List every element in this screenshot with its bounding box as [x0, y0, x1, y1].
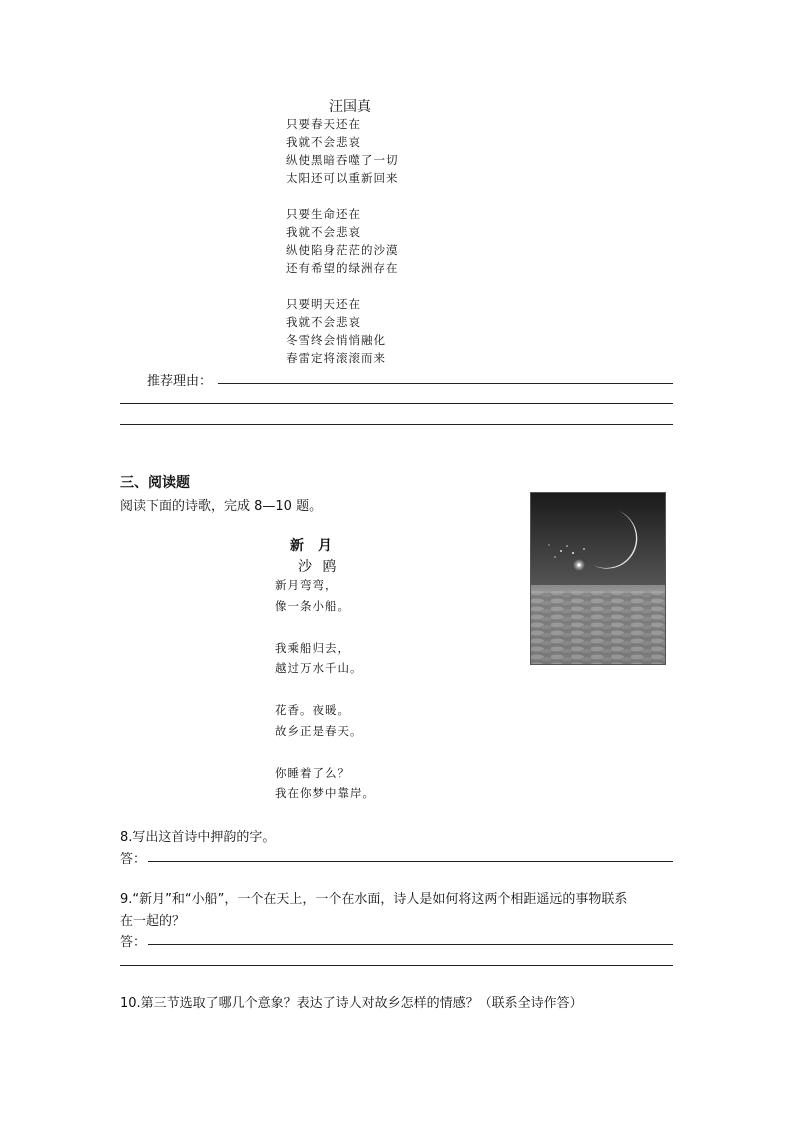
poem1-line: 只要明天还在: [286, 297, 361, 311]
poem1-line: 我就不会悲哀: [286, 315, 361, 329]
poem1-line: 只要春天还在: [286, 117, 361, 131]
poem2-line: 花香。夜暖。: [275, 703, 350, 717]
answer-line[interactable]: [120, 403, 673, 404]
poem1-line: 太阳还可以重新回来: [286, 171, 399, 185]
poem1-line: 纵使陷身茫茫的沙漠: [286, 243, 399, 257]
answer-line[interactable]: [148, 861, 673, 862]
poem2-line: 越过万水千山。: [275, 661, 363, 675]
poem1-line: 冬雪终会悄悄融化: [286, 333, 386, 347]
poem1-line: 还有希望的绿洲存在: [286, 261, 399, 275]
section-intro: 阅读下面的诗歌，完成 8—10 题。: [120, 499, 323, 514]
poem1-line: 我就不会悲哀: [286, 135, 361, 149]
poem2-line: 故乡正是春天。: [275, 724, 363, 738]
poem1-line: 纵使黑暗吞噬了一切: [286, 153, 399, 167]
answer-line[interactable]: [218, 383, 673, 384]
question-10: 10.第三节选取了哪几个意象？表达了诗人对故乡怎样的情感？（联系全诗作答）: [120, 996, 583, 1011]
crescent-moon-over-clouds-icon: [531, 493, 665, 664]
poem2-line: 我乘船归去，: [275, 641, 350, 655]
answer-label: 答：: [120, 852, 147, 867]
poem2-author: 沙 鸥: [298, 559, 340, 575]
answer-label: 答：: [120, 935, 147, 950]
poem2-line: 新月弯弯，: [275, 578, 338, 592]
poem2-line: 像一条小船。: [275, 599, 350, 613]
question-9-cont: 在一起的？: [120, 914, 186, 929]
answer-line[interactable]: [120, 424, 673, 425]
poem1-line: 我就不会悲哀: [286, 225, 361, 239]
poem1-line: 春雷定将滚滚而来: [286, 351, 386, 365]
poem1-line: 只要生命还在: [286, 207, 361, 221]
question-9: 9.“新月”和“小船”，一个在天上，一个在水面，诗人是如何将这两个相距遥远的事物联系: [120, 892, 628, 907]
answer-line[interactable]: [120, 965, 673, 966]
poem2-title: 新 月: [290, 538, 332, 554]
section-heading: 三、阅读题: [120, 475, 190, 491]
poem2-line: 你睡着了么？: [275, 766, 350, 780]
answer-line[interactable]: [148, 944, 673, 945]
poem1-author: 汪国真: [329, 99, 371, 115]
recommend-label: 推荐理由：: [147, 374, 213, 389]
question-8: 8.写出这首诗中押韵的字。: [120, 830, 276, 845]
crescent-moon-image: [530, 492, 666, 665]
poem2-line: 我在你梦中靠岸。: [275, 786, 375, 800]
